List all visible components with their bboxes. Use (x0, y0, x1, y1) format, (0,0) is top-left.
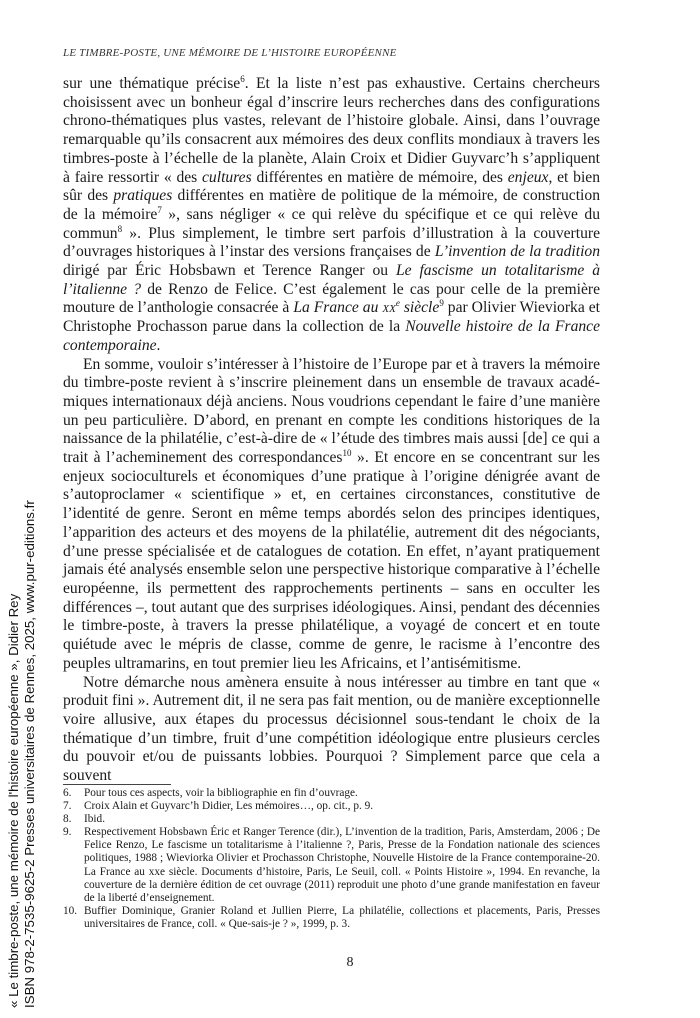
footnote-9: 9. Respectivement Hobsbawn Éric et Ranger Terence (dir.), L’invention de la tradition, Paris, Amsterdam, 2006 ; De Felice Renzo, Le fascisme un totalitarisme à l’italienne ?, Paris, Presse de la Fondation nationale des sciences politiques, 1988 ; Wieviorka Olivier et Prochasson Christophe, Nouvelle Histoire de la France contemporaine-20. La France au xxe siècle. Documents d’histoire, Paris, Le Seuil, coll. « Points Histoire », 1994. En revanche, la couverture de la dernière édition de cet ouvrage (2011) reproduit une photo d’une grande manifestation en faveur de la liberté d’enseignement. (63, 826, 600, 904)
footnote-8: 8. Ibid. (63, 813, 106, 826)
paragraph-1: sur une thématique précise$^6$. Et la liste n’est pas exhaustive. Certains chercheurs choisissent avec un bonheur égal d’inscrire leurs recherches dans des configurations chrono-thématiques plus vastes, relevant de l’histoire globale. Ainsi, dans l’ouvrage remarquable qu’ils consacrent aux mémoires des deux conflits mondiaux à travers les timbres-poste à l’échelle de la planète, Alain Croix et Didier Guyvarc’h s’appliquent à faire ressortir « des cultures différentes en matière de mémoire, des enjeux, et bien sûr des pratiques différentes en matière de politique de la mémoire, de construction de la mémoire$^7$ », sans négliger « ce qui relève du spécifique et ce qui relève du commun$^8$ ». Plus simplement, le timbre sert parfois d’illustration à la couverture d’ouvrages historiques à l’instar des versions françaises de L’invention de la tradition dirigé par Éric Hobsbawn et Terence Ranger ou Le fascisme un totalitarisme à l’italienne ? de Renzo de Felice. C’est également le cas pour celle de la première mouture de l’anthologie consacrée à La France au $xx^e$ siècle$^9$ par Olivier Wieviorka et Christophe Prochasson parue dans la collection de la Nouvelle histoire de la France contemporaine. (63, 74, 601, 354)
footnote-10: 10. Buffier Dominique, Granier Roland et Jullien Pierre, La philatélie, collections et placements, Paris, Presses universitaires de France, coll. « Que-sais-je ? », 1999, p. 3. (63, 904, 600, 930)
paragraph-2: En somme, vouloir s’intéresser à l’histoire de l’Europe par et à travers la mémoire du timbre-poste revient à s’inscrire pleinement dans un ensemble de travaux académiques internationaux déjà anciens. Nous voudrions cependant le faire d’une manière un peu particulière. D’abord, en prenant en compte les conditions historiques de la naissance de la philatélie, c’est-à-dire de « l’étude des timbres mais aussi [de] ce qui a trait à l’acheminement des correspondances$^{10}$ ». Et encore en se concentrant sur les enjeux socioculturels et économiques d’une pratique à l’origine dénigrée avant de s’autoproclamer « scientifique » et, en certaines circonstances, constitutive de l’identité de genre. Seront en même temps abordés selon des principes identiques, l’apparition des acteurs et des moyens de la philatélie, autrement dit des négociants, d’une presse spécialisée et de catalogues de cotation. En effet, n’ayant pratiquement jamais été analysés ensemble selon une perspective historique comparative à l’échelle européenne, ils permettent des rapprochements pertinents – sans en occulter les différences –, tout autant que des surprises idéologiques. Ainsi, pendant des décennies le timbre-poste, à travers la presse philatélique, a voyagé de concert et en toute quiétude avec le mépris de classe, comme de genre, le racisme à l’encontre des peuples ultramarins, en tout premier lieu les Africains, et l’antisémitisme. (63, 355, 600, 672)
side-credit-line-2: ISBN 978-2-7535-9625-2 Presses universitaires de Rennes, 2025, www.pur-editions.fr (22, 500, 37, 1008)
footnote-7: 7. Croix Alain et Guyvarc’h Didier, Les mémoires…, op. cit., p. 9. (63, 800, 374, 813)
side-credit (6, 448, 38, 1008)
paragraph-3: Notre démarche nous amènera ensuite à nous intéresser au timbre en tant que « produit fini ». Autrement dit, il ne sera pas fait mention, ou de manière exceptionnelle voire allusive, aux étapes du processus décisionnel sous-tendant le choix de la thématique d’un timbre, fruit d’une compétition idéologique entre plusieurs cercles du pouvoir et/ou de puissants lobbies. Pourquoi ? Simplement parce que cela a souvent (63, 673, 600, 785)
footnotes (63, 787, 600, 931)
side-credit-line-1: « Le timbre-poste, une mémoire de l'histoire européenne », Didier Rey (6, 593, 21, 1008)
body-text (63, 75, 600, 786)
footnote-6: 6. Pour tous ces aspects, voir la bibliographie en fin d’ouvrage. (63, 787, 358, 799)
footnote-separator (63, 784, 171, 785)
running-head: LE TIMBRE-POSTE, UNE MÉMOIRE DE L’HISTOIRE EUROPÉENNE (63, 47, 397, 59)
page-number: 8 (346, 955, 354, 970)
